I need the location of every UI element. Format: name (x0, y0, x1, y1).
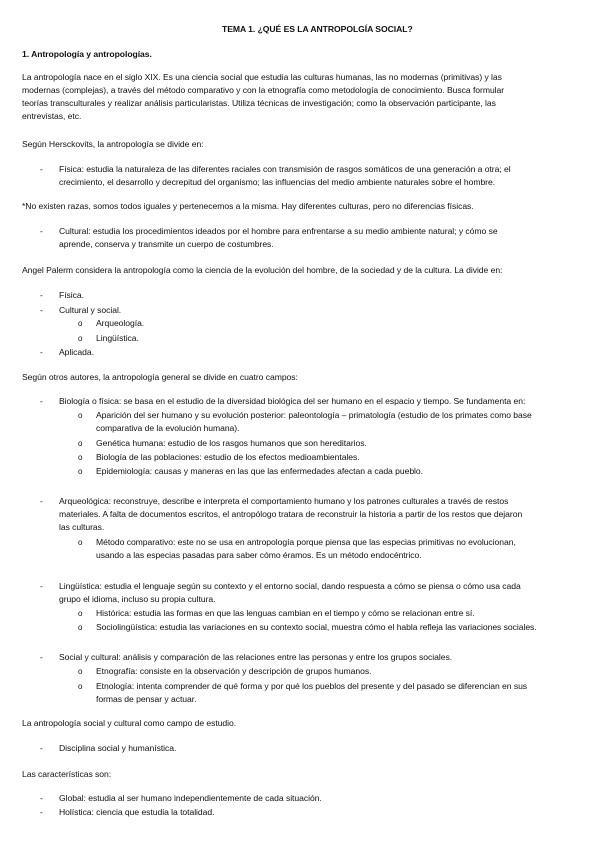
sub-list-item-line: usando a las especias pasadas para saber cómo éramos. Es un método endocéntrico. (96, 550, 422, 560)
dash-bullet: - (40, 807, 43, 817)
sub-list-item-line: comparativa de la evolución humana). (96, 423, 240, 433)
list-item: Cultural y social. (59, 305, 122, 315)
circle-bullet: o (78, 467, 83, 476)
circle-bullet: o (78, 682, 83, 691)
document-title: TEMA 1. ¿QUÉ ES LA ANTROPOLGÍA SOCIAL? (222, 24, 413, 34)
dash-bullet: - (40, 347, 43, 357)
list-item-line: crecimiento, el desarrollo y decrepitud del organismo; las influencias del medio ambiente naturales sobre el hombre. (59, 177, 496, 187)
sub-list-item: Lingüística. (96, 333, 139, 343)
sub-list-item: Biología de las poblaciones: estudio de los efectos medioambientales. (96, 452, 360, 462)
sub-list-item-line: Etnología: intenta comprender de qué forma y por qué los pueblos del presente y del pasado se diferencian en sus (96, 681, 528, 691)
dash-bullet: - (40, 496, 43, 506)
circle-bullet: o (78, 439, 83, 448)
list-item-line: grupo el idioma, incluso su propia cultura. (59, 594, 216, 604)
sub-list-item: Sociolingüística: estudia las variaciones en su contexto social, muestra cómo el habla refleja las variaciones sociales. (96, 622, 537, 632)
dash-bullet: - (40, 793, 43, 803)
paragraph: Según Hersckovits, la antropología se divide en: (22, 139, 204, 149)
paragraph: Según otros autores, la antropología general se divide en cuatro campos: (22, 372, 298, 382)
list-item-line: Física: estudia la naturaleza de las diferentes raciales con transmisión de rasgos somáticos de una generación a otra; el (59, 164, 511, 174)
list-item: Disciplina social y humanística. (59, 743, 177, 753)
list-item: Física. (59, 290, 84, 300)
paragraph: Las características son: (22, 769, 112, 779)
list-item-line: Biología o física: se basa en el estudio de la diversidad biológica del ser humano en el espacio y tiempo. Se fundamenta en: (59, 396, 526, 406)
sub-list-item-line: Aparición del ser humano y su evolución posterior: paleontología – primatología (estudio de los primates como base (96, 410, 532, 420)
dash-bullet: - (40, 743, 43, 753)
circle-bullet: o (78, 623, 83, 632)
intro-line: entrevistas, etc. (22, 111, 82, 121)
circle-bullet: o (78, 453, 83, 462)
circle-bullet: o (78, 319, 83, 328)
intro-line: La antropología nace en el siglo XIX. Es una ciencia social que estudia las culturas humanas, las no modernas (primitivas) y las (22, 72, 502, 82)
list-item: Holística: ciencia que estudia la totalidad. (59, 807, 215, 817)
intro-line: modernas (complejas), a través del método comparativo y con la etnografía como metodología de conocimiento. Busca formular (22, 85, 505, 95)
dash-bullet: - (40, 226, 43, 236)
dash-bullet: - (40, 164, 43, 174)
sub-list-item: Arqueología. (96, 318, 145, 328)
dash-bullet: - (40, 290, 43, 300)
list-item-line: materiales. A falta de documentos escritos, el antropólogo tratara de reconstruir la historia a partir de los restos que dejaron (59, 509, 523, 519)
sub-list-item: Genética humana: estudio de los rasgos humanos que son hereditarios. (96, 438, 367, 448)
list-item-line: aprende, conserva y transmite un cuerpo de costumbres. (59, 239, 274, 249)
list-item-line: Lingüística: estudia el lenguaje según su contexto y el entorno social, dando respuesta a cómo se piensa o cómo usa cada (59, 581, 521, 591)
note: *No existen razas, somos todos iguales y pertenecemos a la misma. Hay diferentes culturas, pero no diferencias físicas. (22, 201, 474, 211)
sub-list-item: Etnografía: consiste en la observación y descripción de grupos humanos. (96, 666, 372, 676)
circle-bullet: o (78, 609, 83, 618)
list-item-line: Cultural: estudia los procedimientos ideados por el hombre para enfrentarse a su medio ambiente natural; y cómo se (59, 226, 498, 236)
list-item-line: Social y cultural: análisis y comparación de las relaciones entre las personas y entre los grupos sociales. (59, 652, 453, 662)
circle-bullet: o (78, 538, 83, 547)
sub-list-item-line: formas de pensar y actuar. (96, 694, 197, 704)
list-item: Aplicada. (59, 347, 94, 357)
sub-list-item: Histórica: estudia las formas en que las lenguas cambian en el tiempo y cómo se relacionan entre sí. (96, 608, 475, 618)
sub-list-item: Epidemiología: causas y maneras en las que las enfermedades afectan a cada pueblo. (96, 466, 423, 476)
dash-bullet: - (40, 581, 43, 591)
sub-list-item-line: Método comparativo: este no se usa en antropología porque piensa que las especias primitivas no evolucionan, (96, 537, 516, 547)
paragraph: Angel Palerm considera la antropología como la ciencia de la evolución del hombre, de la sociedad y de la cultura. La divide en: (22, 265, 503, 275)
list-item: Global: estudia al ser humano independientemente de cada situación. (59, 793, 322, 803)
section-heading: 1. Antropología y antropologías. (22, 49, 152, 59)
paragraph: La antropología social y cultural como campo de estudio. (22, 718, 237, 728)
dash-bullet: - (40, 396, 43, 406)
list-item-line: las culturas. (59, 522, 105, 532)
circle-bullet: o (78, 667, 83, 676)
intro-line: teorías transculturales y realizar análisis particularistas. Utiliza técnicas de investigación; como la observación participante, las (22, 98, 496, 108)
list-item-line: Arqueológica: reconstruye, describe e interpreta el comportamiento humano y los patrones culturales a través de restos (59, 496, 509, 506)
dash-bullet: - (40, 652, 43, 662)
dash-bullet: - (40, 305, 43, 315)
circle-bullet: o (78, 411, 83, 420)
circle-bullet: o (78, 334, 83, 343)
